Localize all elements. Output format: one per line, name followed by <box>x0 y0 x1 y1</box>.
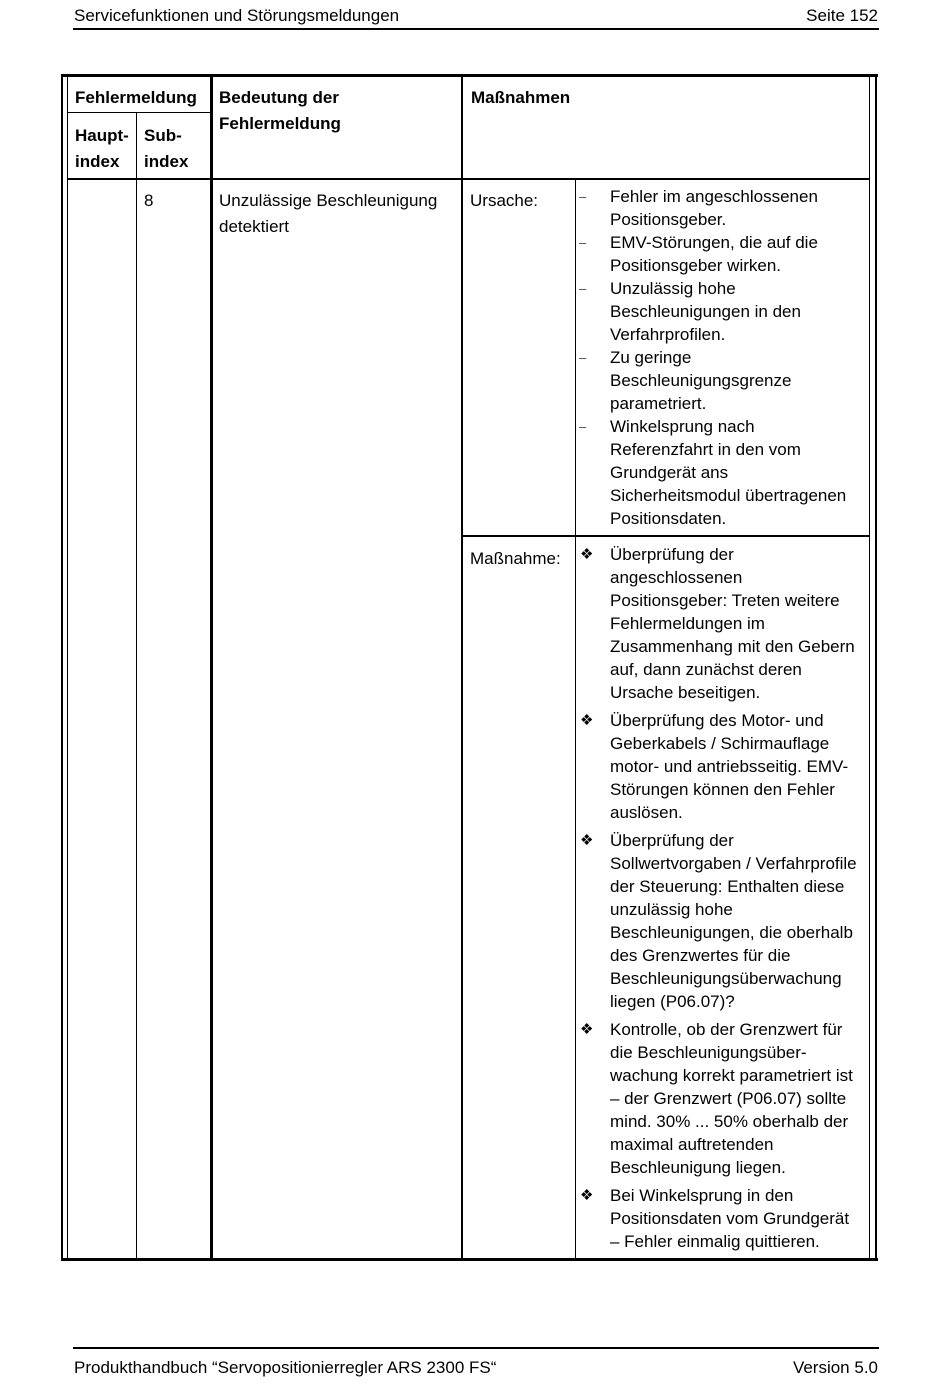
ursachen-item-line: Grundgerät ans <box>610 463 729 482</box>
massnahmen-item <box>610 1184 872 1253</box>
massnahmen-item-line: auf, dann zunächst deren <box>610 660 802 679</box>
dash-bullet: – <box>579 235 587 250</box>
table-left-border-outer <box>61 74 63 1261</box>
ursachen-item-line: Winkelsprung nach <box>610 417 755 436</box>
ursachen-item-line: EMV-Störungen, die auf die <box>610 233 818 252</box>
ursachen-item-line: Positionsdaten. <box>610 509 727 528</box>
page-number: Seite 152 <box>806 6 878 25</box>
massnahmen-item-line: Störungen können den Fehler <box>610 780 835 799</box>
table-bottom-border <box>61 1258 878 1261</box>
massnahmen-item-line: liegen (P06.07)? <box>610 992 735 1011</box>
ursachen-item-line: Referenzfahrt in den vom <box>610 440 801 459</box>
table-left-border-inner <box>67 74 68 1261</box>
diamond-bullet-icon: ❖ <box>580 1021 594 1038</box>
massnahmen-item-line: maximal auftretenden <box>610 1135 774 1154</box>
massnahmen-item-line: mind. 30% ... 50% oberhalb der <box>610 1112 849 1131</box>
ursachen-item-line: Unzulässig hohe <box>610 279 736 298</box>
page-footer <box>73 1347 879 1377</box>
col-sep-sub-bedeutung <box>210 74 213 1261</box>
ursachen-item-line: parametriert. <box>610 394 707 413</box>
col-sep-bedeutung-massnahmen <box>461 74 463 1261</box>
ursache-label: Ursache: <box>470 191 539 210</box>
footer-version: Version 5.0 <box>792 1358 878 1377</box>
diamond-bullet-icon: ❖ <box>580 712 594 729</box>
table-right-border-outer <box>875 74 877 1261</box>
massnahmen-item-line: des Grenzwertes für die <box>610 946 791 965</box>
ursachen-item-line: Sicherheitsmodul übertragenen <box>610 486 847 505</box>
massnahmen-item-line: Geberkabels / Schirmauflage <box>610 734 830 753</box>
dash-bullet: – <box>579 189 587 204</box>
dash-bullet: – <box>579 350 587 365</box>
section-title: Servicefunktionen und Störungsmeldungen <box>74 6 400 25</box>
ursachen-item-line: Beschleunigungsgrenze <box>610 371 792 390</box>
cell-subindex: 8 <box>144 191 154 210</box>
ursache-massnahme-rule <box>462 535 870 537</box>
ursachen-item-line: Zu geringe <box>610 348 692 367</box>
massnahmen-item-line: – der Grenzwert (P06.07) sollte <box>610 1089 847 1108</box>
massnahmen-item <box>610 1018 872 1179</box>
header-subindex-line2: index <box>144 152 189 171</box>
massnahme-label: Maßnahme: <box>470 549 561 568</box>
ursachen-item-line: Positionsgeber wirken. <box>610 256 782 275</box>
header-hauptindex-line1: Haupt- <box>75 126 129 145</box>
massnahmen-item-line: Zusammenhang mit den Gebern <box>610 637 855 656</box>
ursachen-item <box>610 415 872 530</box>
header-bottom-rule <box>67 178 870 180</box>
massnahmen-item-line: wachung korrekt parametriert ist <box>610 1066 853 1085</box>
header-bedeutung-line1: Bedeutung der <box>219 88 339 107</box>
ursachen-item-line: Fehler im angeschlossenen <box>610 187 818 206</box>
col-sep-haupt-sub <box>136 112 137 1261</box>
ursachen-item <box>610 185 872 231</box>
dash-bullet: – <box>579 281 587 296</box>
massnahmen-item <box>610 709 872 824</box>
massnahmen-item-line: Positionsgeber: Treten weitere <box>610 591 840 610</box>
table-top-border <box>61 74 878 77</box>
massnahmen-item-line: Überprüfung des Motor- und <box>610 711 824 730</box>
ursachen-item <box>610 231 872 277</box>
col-sep-label-content <box>575 178 576 1261</box>
diamond-bullet-icon: ❖ <box>580 832 594 849</box>
massnahmen-item-line: Beschleunigungen, die oberhalb <box>610 923 853 942</box>
massnahmen-item-line: Sollwertvorgaben / Verfahrprofile <box>610 854 857 873</box>
cell-bedeutung-line2: detektiert <box>219 217 289 236</box>
ursachen-item <box>610 277 872 346</box>
ursachen-item-line: Beschleunigungen in den <box>610 302 801 321</box>
massnahmen-item-line: angeschlossenen <box>610 568 743 587</box>
massnahmen-item-line: Ursache beseitigen. <box>610 683 761 702</box>
massnahmen-item-line: Überprüfung der <box>610 545 734 564</box>
dash-bullet: – <box>579 419 587 434</box>
massnahmen-item-line: die Beschleunigungsüber- <box>610 1043 807 1062</box>
massnahmen-item-line: unzulässig hohe <box>610 900 733 919</box>
diamond-bullet-icon: ❖ <box>580 546 594 563</box>
ursachen-item <box>610 346 872 415</box>
header-bedeutung-line2: Fehlermeldung <box>219 114 341 133</box>
header-fehlermeldung: Fehlermeldung <box>75 88 197 107</box>
massnahmen-item-line: Bei Winkelsprung in den <box>610 1186 794 1205</box>
page-header <box>73 4 879 30</box>
header-hauptindex-line2: index <box>75 152 120 171</box>
massnahmen-item-line: auslösen. <box>610 803 683 822</box>
massnahmen-item-line: der Steuerung: Enthalten diese <box>610 877 845 896</box>
ursachen-item-line: Positionsgeber. <box>610 210 727 229</box>
massnahmen-item-line: Fehlermeldungen im <box>610 614 765 633</box>
massnahmen-item <box>610 829 872 1013</box>
massnahmen-item-line: motor- und antriebsseitig. EMV- <box>610 757 849 776</box>
fehlermeldung-subrule <box>67 112 212 113</box>
massnahmen-item-line: Positionsdaten vom Grundgerät <box>610 1209 850 1228</box>
massnahmen-item <box>610 543 872 704</box>
massnahmen-item-line: Überprüfung der <box>610 831 734 850</box>
massnahmen-item-line: – Fehler einmalig quittieren. <box>610 1232 820 1251</box>
massnahmen-item-line: Beschleunigung liegen. <box>610 1158 786 1177</box>
diamond-bullet-icon: ❖ <box>580 1187 594 1204</box>
massnahmen-item-line: Beschleunigungsüberwachung <box>610 969 842 988</box>
header-massnahmen: Maßnahmen <box>471 88 571 107</box>
footer-product: Produkthandbuch “Servopositionierregler ARS 2300 FS“ <box>74 1358 497 1377</box>
ursachen-item-line: Verfahrprofilen. <box>610 325 726 344</box>
cell-bedeutung-line1: Unzulässige Beschleunigung <box>219 191 438 210</box>
massnahmen-item-line: Kontrolle, ob der Grenzwert für <box>610 1020 843 1039</box>
header-subindex-line1: Sub- <box>144 126 182 145</box>
